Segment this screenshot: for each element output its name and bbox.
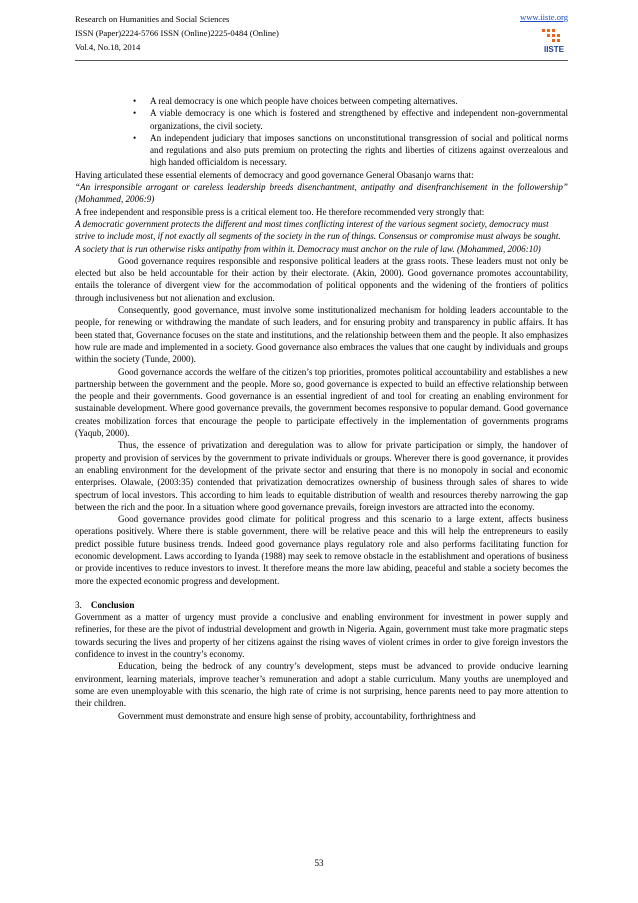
- paragraph: Good governance requires responsible and responsive political leaders at the grass roots. These leaders must not only be elected but also be held accountable for their action by their electorate. (Akin, 2000). Good governance promotes accountability, entails the tolerance of divergent view for the accommodation of political opponents and the widening of the frontiers of politics through inclusiveness but not alienation and exclusion.: [75, 255, 568, 303]
- block-quotation: A democratic government protects the different and most times conflicting interest of the various segment society, democracy must strive to include most, if not exactly all segments of the society in the run of things. Consensus or compromise must always be sought. A society that is run otherwise risks antipathy from within it. Democracy must anchor on the rule of law. (Mohammed, 2006:10): [75, 218, 561, 254]
- bullet-icon: •: [133, 132, 137, 143]
- paragraph: Having articulated these essential elements of democracy and good governance General Obasanjo warns that:: [75, 169, 474, 180]
- page-number: 53: [314, 858, 324, 868]
- bullet-icon: •: [133, 108, 137, 119]
- paragraph: Education, being the bedrock of any country’s development, steps must be advanced to provide onducive learning environment, learning materials, improve teacher’s remuneration and adopt a stable curriculum. Many youths are unemployed and some are even unemployable with this scenario, the high rate of crime is not surprising, hence parents need to pay more attention to their children.: [75, 661, 568, 709]
- list-item: • An independent judiciary that imposes sanctions on unconstitutional transgression of social and political norms and regulations and also puts premium on protecting the rights and liberties of citizens against overzealous and high handed officialdom is necessary.: [133, 132, 568, 168]
- journal-url-link[interactable]: www.iiste.org: [520, 12, 568, 22]
- journal-name: Research on Humanities and Social Sciences: [75, 14, 230, 24]
- quotation: “An irresponsible arrogant or careless leadership breeds disenchantment, antipathy and disenfranchisement in the followership” (Mohammed, 2006:9): [75, 182, 568, 205]
- section-heading: 3. Conclusion: [75, 599, 135, 610]
- volume-line: Vol.4, No.18, 2014: [75, 42, 141, 52]
- paragraph: Good governance accords the welfare of the citizen’s top priorities, promotes political accountability and establishes a new partnership between the government and the people. More so, good governance is expected to build an effective relationship between the people and their governments. Good governance is an essential ingredient of and tool for creating an enabling environment for sustainable development. Where good governance prevails, the government becomes responsive to popular demand. Good governance creates mobilization forces that encourage the people to participate effectively in the implementation of governments programs (Yaqub, 2000).: [75, 366, 568, 439]
- svg-text:IISTE: IISTE: [543, 45, 565, 54]
- list-item: • A real democracy is one which people have choices between competing alternatives.: [133, 96, 458, 106]
- issn-line: ISSN (Paper)2224-5766 ISSN (Online)2225-0484 (Online): [75, 28, 279, 38]
- paragraph: Thus, the essence of privatization and deregulation was to allow for private participation or simply, the handover of property and provision of services by the government to private individuals or groups. Wherever there is good governance, it provides an enabling environment for the development of the private sector and ensuring that there is no monopoly in social and economic enterprises. Olawale, (2003:35) contended that privatization democratizes ownership of business through sales of shares to wide spectrum of local investors. This according to him leads to equitable distribution of wealth and resources thereby narrowing the gap between the rich and the poor. In a situation where good governance prevails, foreign investors are attracted into the economy.: [75, 440, 568, 512]
- iiste-logo-icon: [540, 28, 568, 54]
- page-header: [75, 12, 568, 92]
- header-rule: [75, 60, 568, 61]
- article-body: [75, 95, 568, 722]
- democracy-bullet-list: [133, 95, 568, 169]
- bullet-icon: •: [133, 96, 137, 106]
- paragraph: Government must demonstrate and ensure high sense of probity, accountability, forthrightness and: [118, 710, 476, 721]
- paragraph: Good governance provides good climate for political progress and this scenario to a large extent, affects business operations positively. Where there is stable government, there will be relative peace and this will help the entrepreneurs to easily predict possible future business trends. Indeed good governance plays regulatory role and also performs facilitating function for economic development. Laws according to Iyanda (1988) may seek to remove obstacle in the establishment and operations of business or provide incentives to reduce investors to invest. It therefore means the more law abiding, peaceful and stable a society becomes the more the expected economic progress and development.: [75, 514, 568, 586]
- paragraph: Consequently, good governance, must involve some institutionalized mechanism for holding leaders accountable to the people, for renewing or withdrawing the mandate of such leaders, and for ensuring probity and transparency in public affairs. It has been stated that, Governance focuses on the state and institutions, and the relationship between them and the people. It also emphasizes how rule are made and implemented in a society. Good governance also embraces the values that one caught by individuals and groups within the society (Tunde, 2000).: [75, 305, 568, 365]
- paragraph: Government as a matter of urgency must provide a conclusive and enabling environment for investment in power supply and refineries, for these are the pivot of industrial development and growth in Nigeria. Again, government must take more pragmatic steps towards securing the lives and property of her citizens against the rising waves of violent crimes in order to give foreign investors the confidence to invest in the country’s economy.: [75, 612, 568, 660]
- list-item: • A viable democracy is one which is fostered and strengthened by effective and independent non-governmental organizations, the civil society.: [133, 108, 568, 131]
- paragraph: A free independent and responsible press is a critical element too. He therefore recommended very strongly that:: [75, 206, 485, 217]
